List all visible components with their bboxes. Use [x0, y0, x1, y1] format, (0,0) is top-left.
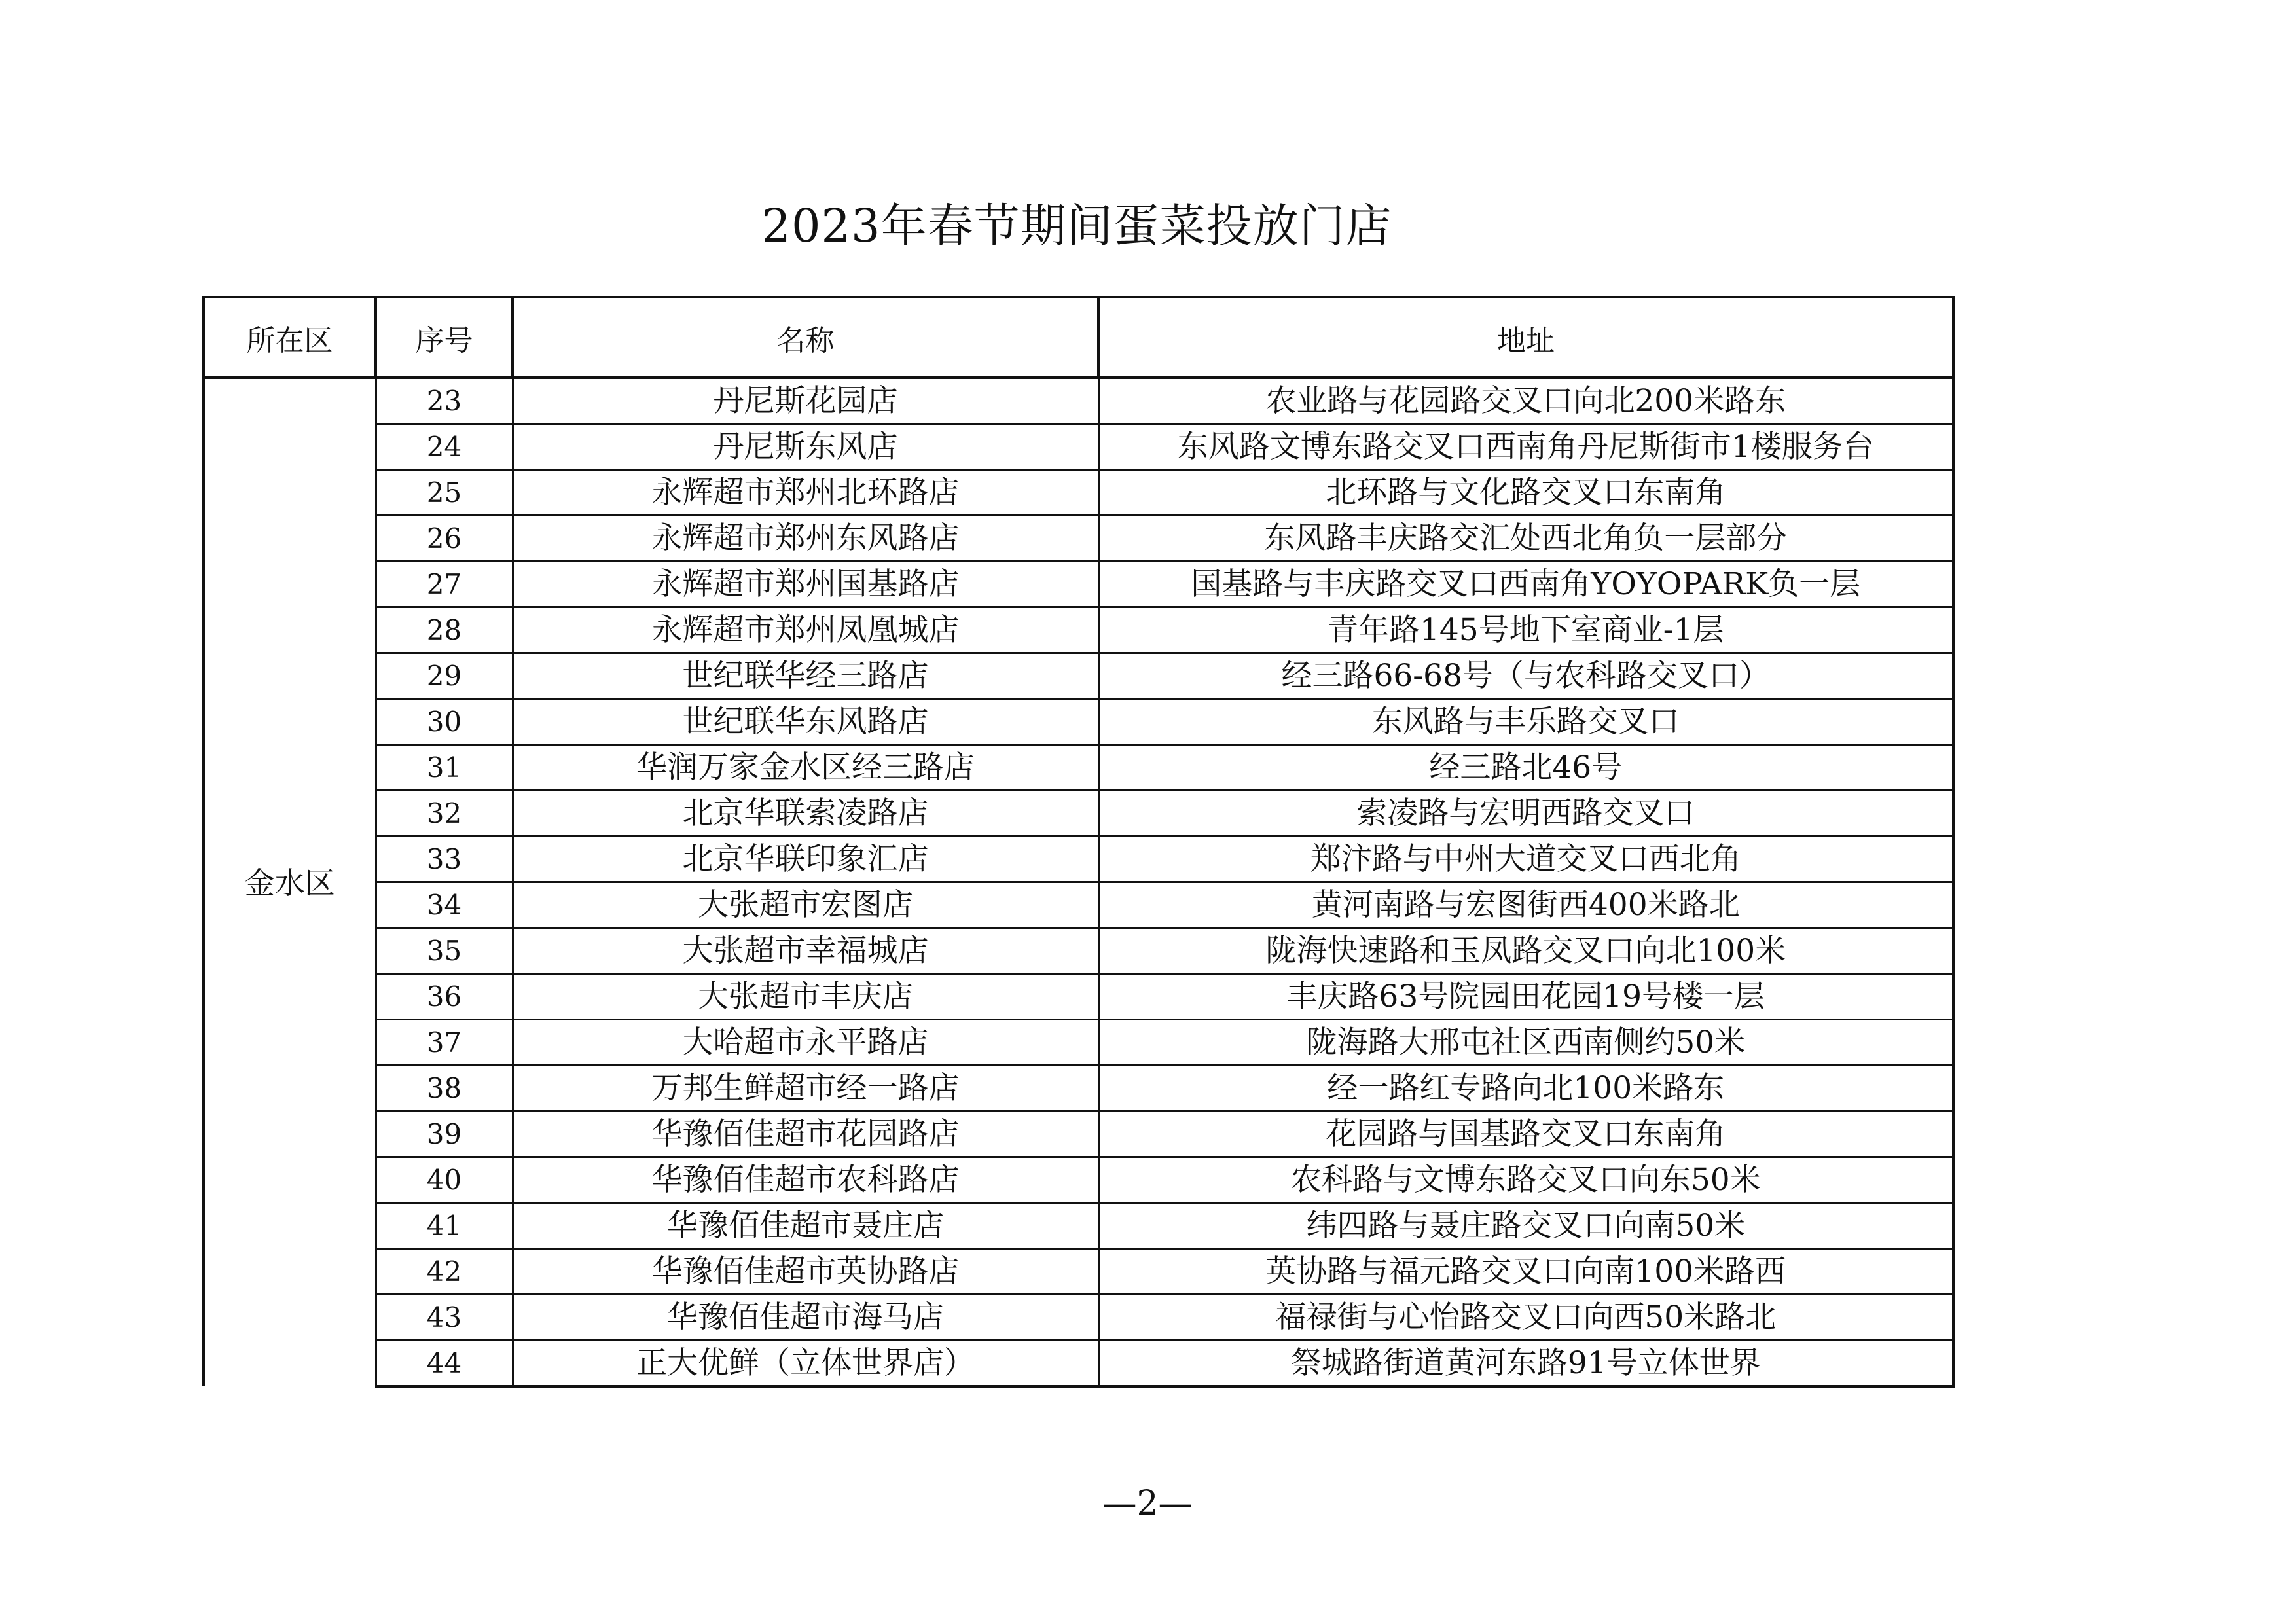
- table-row: [204, 1066, 1953, 1111]
- store-name-cell: 永辉超市郑州东风路店: [513, 516, 1098, 562]
- row-number-cell: 43: [376, 1295, 513, 1341]
- store-address-cell: 农科路与文博东路交叉口向东50米: [1098, 1157, 1953, 1203]
- store-name-cell: 丹尼斯东风店: [513, 424, 1098, 470]
- store-address-cell: 东风路文博东路交叉口西南角丹尼斯街市1楼服务台: [1098, 424, 1953, 470]
- row-number-cell: 44: [376, 1341, 513, 1387]
- store-address-cell: 青年路145号地下室商业-1层: [1098, 607, 1953, 653]
- store-name-cell: 万邦生鲜超市经一路店: [513, 1066, 1098, 1111]
- store-address-cell: 陇海快速路和玉凤路交叉口向北100米: [1098, 928, 1953, 974]
- store-address-cell: 祭城路街道黄河东路91号立体世界: [1098, 1341, 1953, 1387]
- store-name-cell: 丹尼斯花园店: [513, 378, 1098, 424]
- row-number-cell: 36: [376, 974, 513, 1020]
- table-row: [204, 791, 1953, 837]
- row-number-cell: 30: [376, 699, 513, 745]
- table-row: [204, 516, 1953, 562]
- store-name-cell: 北京华联印象汇店: [513, 837, 1098, 882]
- store-name-cell: 华润万家金水区经三路店: [513, 745, 1098, 791]
- table-body: [204, 378, 1953, 1386]
- row-number-cell: 32: [376, 791, 513, 837]
- row-number-cell: 23: [376, 378, 513, 424]
- store-name-cell: 永辉超市郑州北环路店: [513, 470, 1098, 516]
- row-number-cell: 42: [376, 1249, 513, 1295]
- table-row: [204, 837, 1953, 882]
- store-name-cell: 大张超市宏图店: [513, 882, 1098, 928]
- row-number-cell: 35: [376, 928, 513, 974]
- header-number: 序号: [376, 297, 513, 378]
- header-address: 地址: [1098, 297, 1953, 378]
- store-name-cell: 华豫佰佳超市海马店: [513, 1295, 1098, 1341]
- store-address-cell: 经一路红专路向北100米路东: [1098, 1066, 1953, 1111]
- table-row: [204, 470, 1953, 516]
- store-name-cell: 华豫佰佳超市英协路店: [513, 1249, 1098, 1295]
- page-number: —2—: [1102, 1484, 1193, 1523]
- store-name-cell: 大张超市幸福城店: [513, 928, 1098, 974]
- header-district: 所在区: [204, 297, 376, 378]
- district-cell: 金水区: [204, 378, 376, 1386]
- table-row: [204, 745, 1953, 791]
- header-name: 名称: [513, 297, 1098, 378]
- row-number-cell: 26: [376, 516, 513, 562]
- row-number-cell: 37: [376, 1020, 513, 1066]
- row-number-cell: 31: [376, 745, 513, 791]
- store-name-cell: 永辉超市郑州国基路店: [513, 562, 1098, 607]
- store-name-cell: 大哈超市永平路店: [513, 1020, 1098, 1066]
- store-address-cell: 英协路与福元路交叉口向南100米路西: [1098, 1249, 1953, 1295]
- table-header-row: [204, 297, 1953, 378]
- table-row: [204, 378, 1953, 424]
- store-address-cell: 东风路与丰乐路交叉口: [1098, 699, 1953, 745]
- store-address-cell: 东风路丰庆路交汇处西北角负一层部分: [1098, 516, 1953, 562]
- store-name-cell: 华豫佰佳超市花园路店: [513, 1111, 1098, 1157]
- row-number-cell: 40: [376, 1157, 513, 1203]
- store-name-cell: 华豫佰佳超市农科路店: [513, 1157, 1098, 1203]
- store-address-cell: 郑汴路与中州大道交叉口西北角: [1098, 837, 1953, 882]
- table-row: [204, 699, 1953, 745]
- table-row: [204, 1295, 1953, 1341]
- store-address-cell: 国基路与丰庆路交叉口西南角YOYOPARK负一层: [1098, 562, 1953, 607]
- store-address-cell: 纬四路与聂庄路交叉口向南50米: [1098, 1203, 1953, 1249]
- store-address-cell: 农业路与花园路交叉口向北200米路东: [1098, 378, 1953, 424]
- table-row: [204, 1157, 1953, 1203]
- store-address-cell: 花园路与国基路交叉口东南角: [1098, 1111, 1953, 1157]
- store-table: [202, 296, 1955, 1388]
- store-address-cell: 黄河南路与宏图街西400米路北: [1098, 882, 1953, 928]
- store-address-cell: 经三路66-68号（与农科路交叉口）: [1098, 653, 1953, 699]
- table-row: [204, 424, 1953, 470]
- page-title: 2023年春节期间蛋菜投放门店: [761, 199, 1392, 253]
- store-name-cell: 正大优鲜（立体世界店）: [513, 1341, 1098, 1387]
- row-number-cell: 24: [376, 424, 513, 470]
- row-number-cell: 25: [376, 470, 513, 516]
- store-address-cell: 陇海路大邢屯社区西南侧约50米: [1098, 1020, 1953, 1066]
- store-address-cell: 索凌路与宏明西路交叉口: [1098, 791, 1953, 837]
- row-number-cell: 33: [376, 837, 513, 882]
- table-row: [204, 974, 1953, 1020]
- table-row: [204, 562, 1953, 607]
- table-row: [204, 1341, 1953, 1387]
- table-row: [204, 1111, 1953, 1157]
- table-row: [204, 1249, 1953, 1295]
- store-address-cell: 丰庆路63号院园田花园19号楼一层: [1098, 974, 1953, 1020]
- table-row: [204, 1203, 1953, 1249]
- table-row: [204, 607, 1953, 653]
- row-number-cell: 41: [376, 1203, 513, 1249]
- store-address-cell: 北环路与文化路交叉口东南角: [1098, 470, 1953, 516]
- table-row: [204, 653, 1953, 699]
- row-number-cell: 27: [376, 562, 513, 607]
- store-address-cell: 经三路北46号: [1098, 745, 1953, 791]
- row-number-cell: 28: [376, 607, 513, 653]
- row-number-cell: 29: [376, 653, 513, 699]
- store-name-cell: 大张超市丰庆店: [513, 974, 1098, 1020]
- store-name-cell: 世纪联华东风路店: [513, 699, 1098, 745]
- table-row: [204, 1020, 1953, 1066]
- store-name-cell: 华豫佰佳超市聂庄店: [513, 1203, 1098, 1249]
- store-name-cell: 北京华联索凌路店: [513, 791, 1098, 837]
- row-number-cell: 38: [376, 1066, 513, 1111]
- row-number-cell: 34: [376, 882, 513, 928]
- store-name-cell: 永辉超市郑州凤凰城店: [513, 607, 1098, 653]
- row-number-cell: 39: [376, 1111, 513, 1157]
- store-name-cell: 世纪联华经三路店: [513, 653, 1098, 699]
- store-address-cell: 福禄街与心怡路交叉口向西50米路北: [1098, 1295, 1953, 1341]
- table-row: [204, 882, 1953, 928]
- table-row: [204, 928, 1953, 974]
